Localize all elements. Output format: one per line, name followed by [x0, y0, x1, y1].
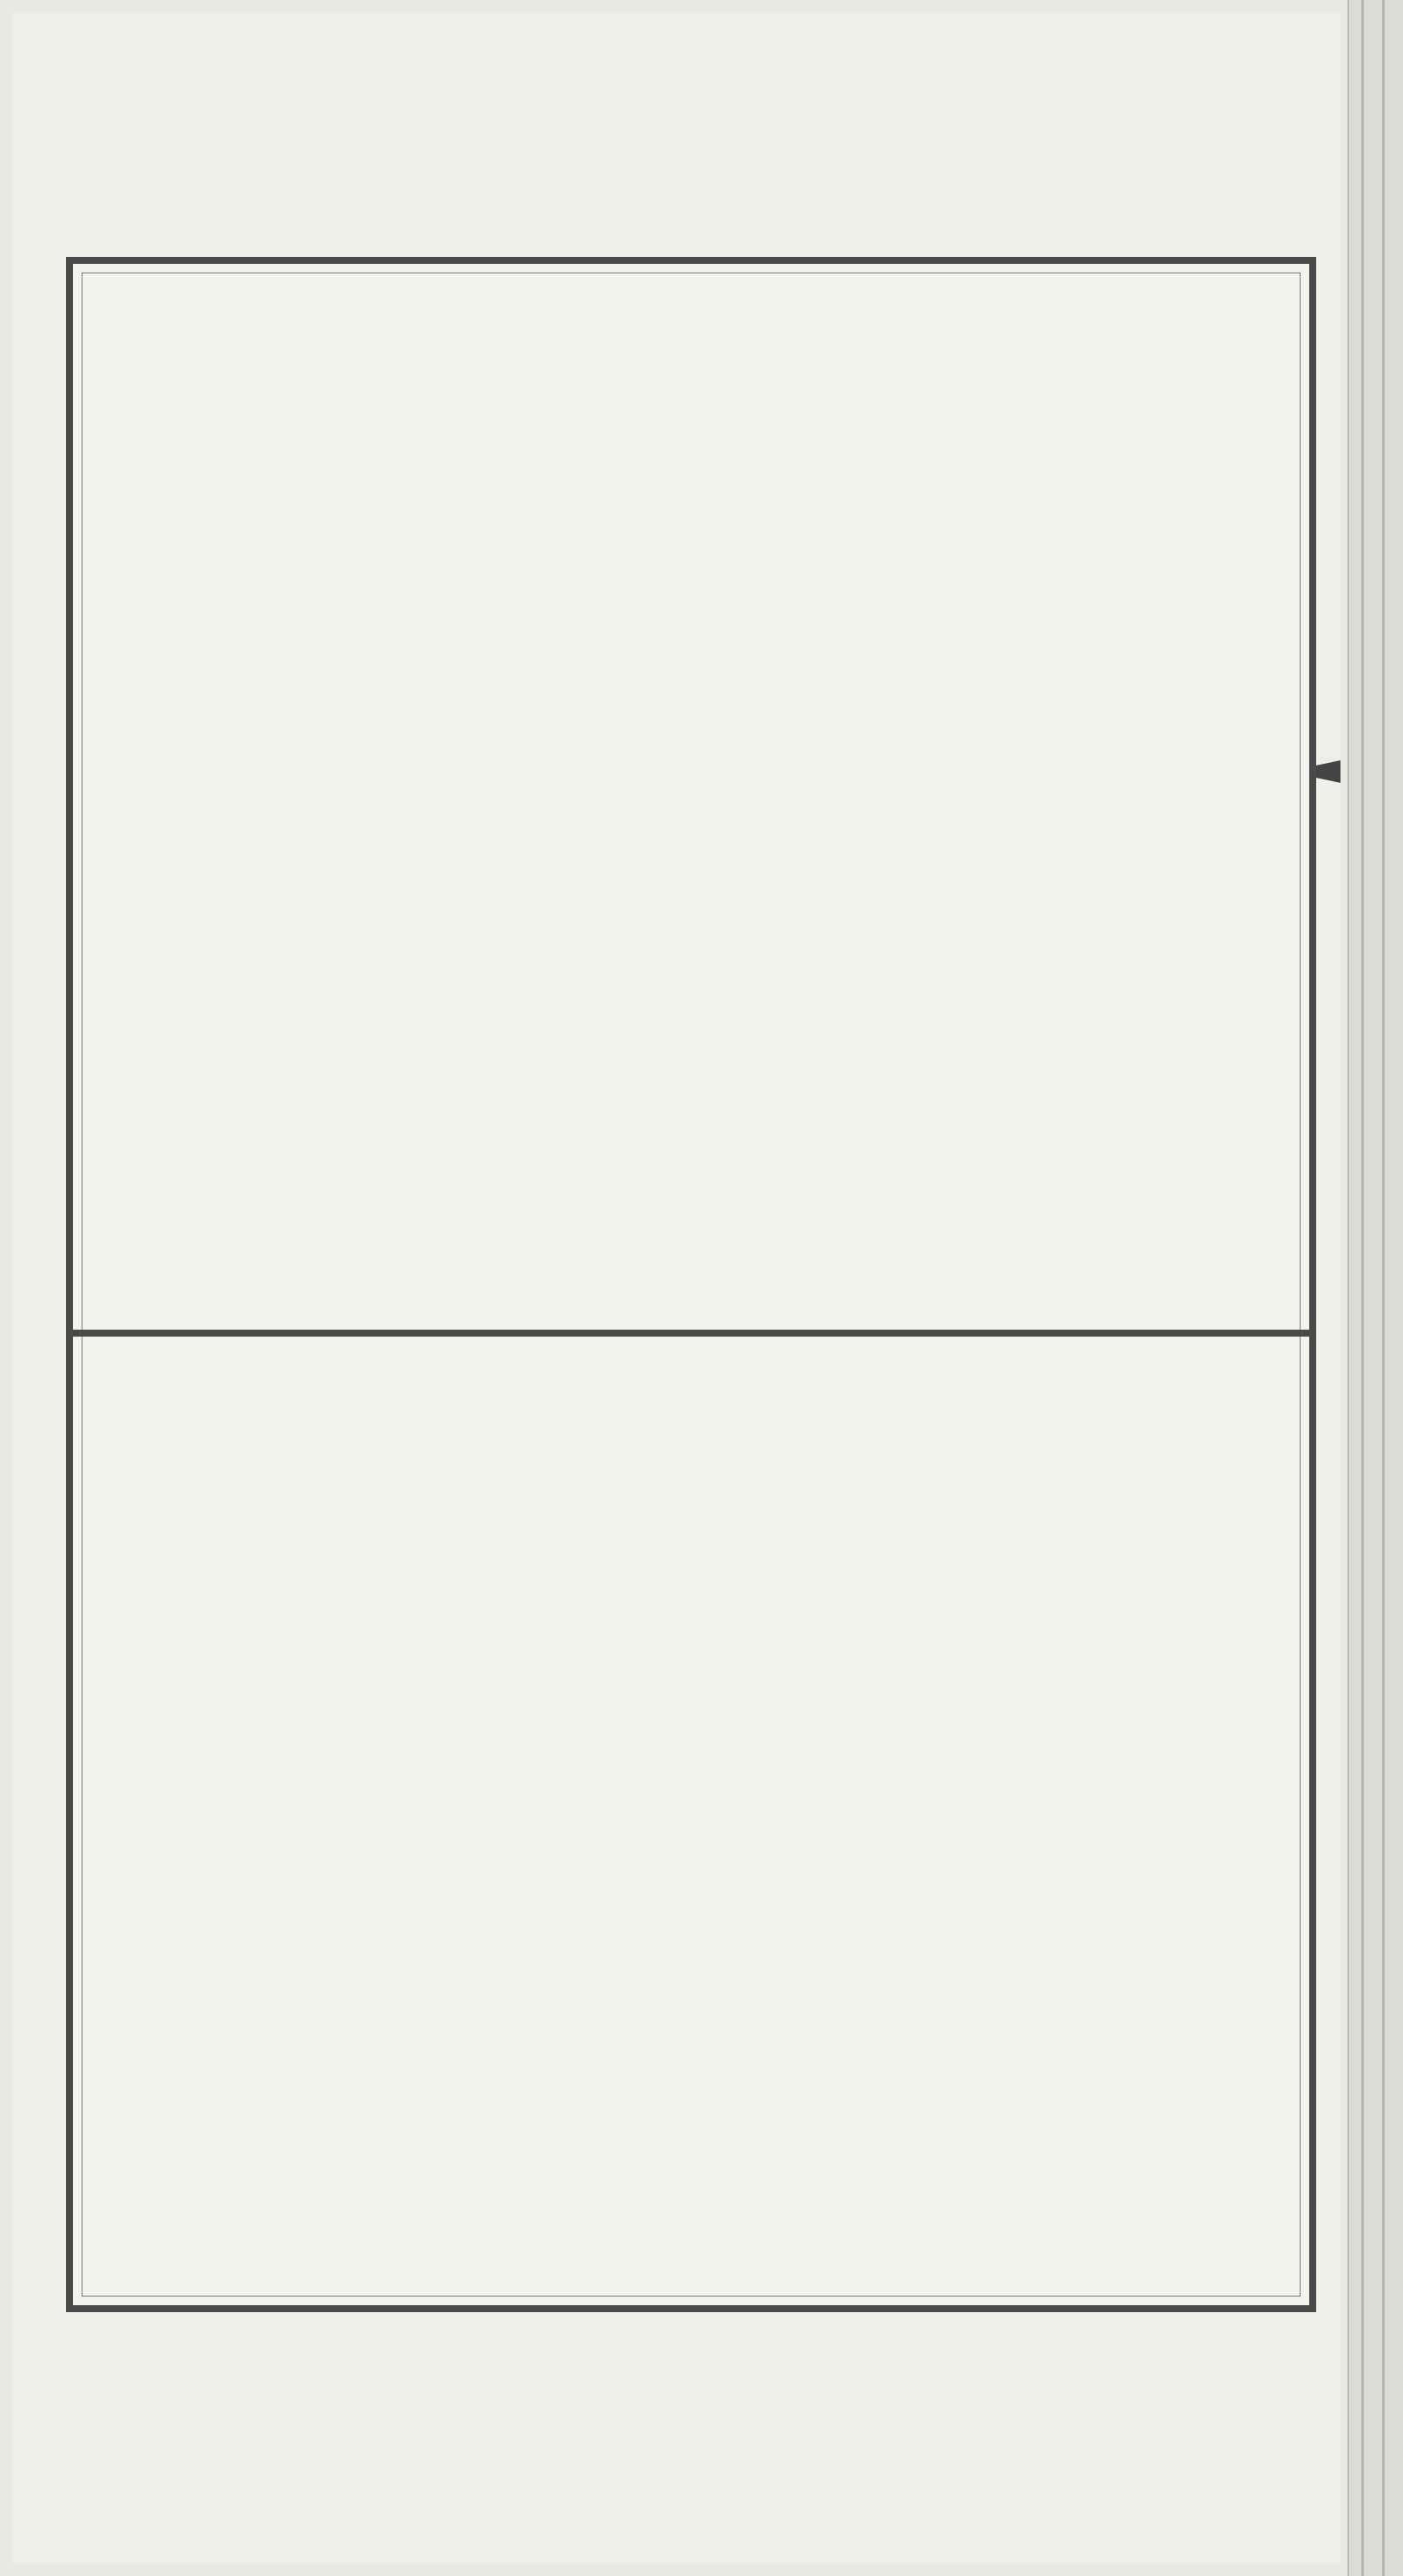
binding-seam [1361, 0, 1364, 2576]
upper-text-block [94, 276, 1302, 1300]
binding-seam [1382, 0, 1385, 2576]
book-binding [1347, 0, 1403, 2576]
section-divider [73, 1330, 1309, 1337]
lower-text-block [94, 1344, 1302, 2297]
